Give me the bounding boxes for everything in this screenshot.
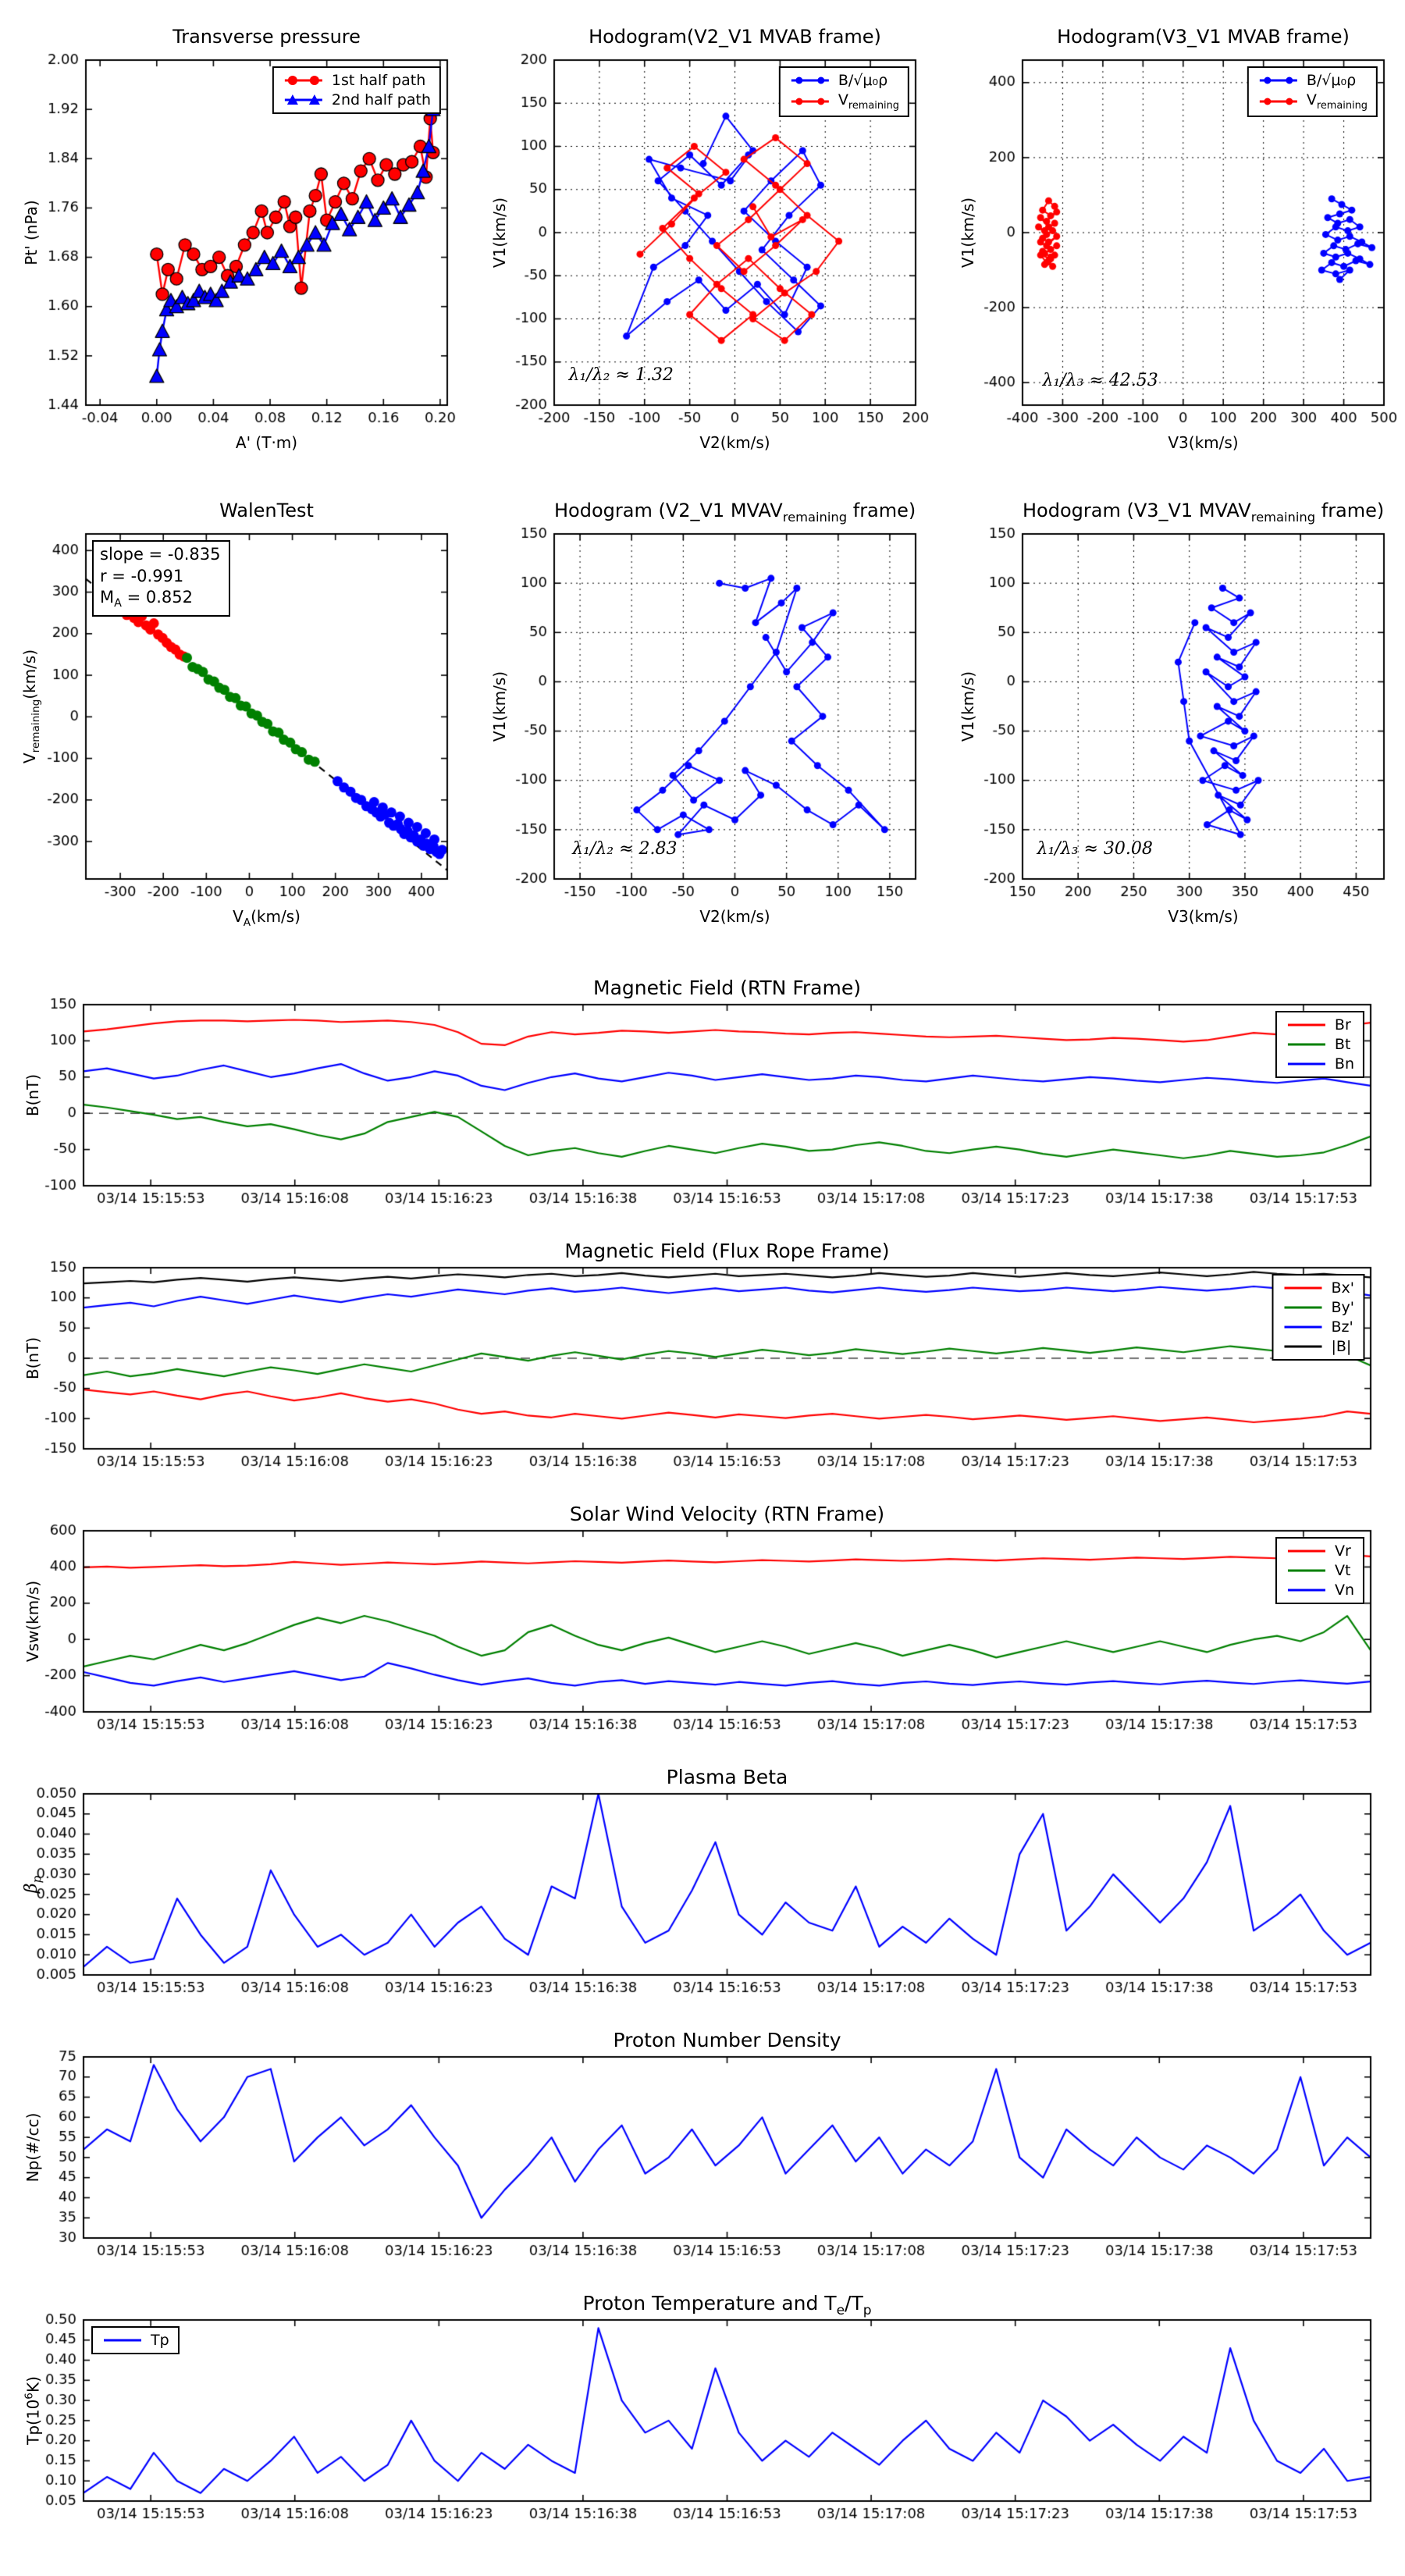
y-axis-label: B(nT)	[23, 1336, 42, 1380]
legend-label: B/√μ₀ρ	[838, 72, 888, 89]
y-axis-label: V1(km/s)	[490, 197, 509, 269]
x-axis-label: A' (T·m)	[235, 433, 298, 452]
legend-label: |B|	[1331, 1338, 1352, 1355]
legend-item	[1282, 1338, 1354, 1355]
panel-title: WalenTest	[219, 500, 314, 521]
legend-swatch-icon	[1286, 1018, 1328, 1032]
legend-swatch-icon	[1282, 1281, 1324, 1295]
legend-label: Vn	[1334, 1582, 1354, 1599]
panel-title: Proton Temperature and $T_e/T_p$	[582, 2292, 872, 2318]
panel-title: Hodogram(V2_V1 MVAB frame)	[589, 26, 881, 48]
legend-label: Bt	[1334, 1036, 1351, 1053]
hodogram-v3v1-mvav-panel	[944, 486, 1401, 948]
walen-fit-stats-box	[92, 540, 230, 617]
eigenvalue-ratio-annotation: λ₁/λ₃ ≈ 42.53	[1042, 370, 1158, 390]
panel-title: Hodogram(V3_V1 MVAB frame)	[1057, 26, 1350, 48]
eigenvalue-ratio-annotation: λ₁/λ₃ ≈ 30.08	[1037, 839, 1153, 859]
proton-temperature-canvas	[9, 2287, 1396, 2546]
panel-title: Plasma Beta	[666, 1766, 788, 1788]
eigenvalue-ratio-annotation: λ₁/λ₂ ≈ 1.32	[568, 365, 674, 386]
legend-swatch-icon	[1282, 1300, 1324, 1315]
legend-swatch-icon	[1282, 1340, 1324, 1354]
legend-label: Vr	[1334, 1542, 1351, 1560]
proton-temperature-panel	[9, 2287, 1396, 2546]
panel-title: Magnetic Field (Flux Rope Frame)	[564, 1240, 890, 1262]
eigenvalue-ratio-annotation: λ₁/λ₂ ≈ 2.83	[572, 839, 678, 859]
proton-density-canvas	[9, 2024, 1396, 2283]
y-axis-label: Np(#/cc)	[23, 2112, 42, 2183]
legend-item	[1286, 1562, 1354, 1579]
legend	[779, 66, 909, 117]
legend-label: Bn	[1334, 1055, 1354, 1073]
panel-title: Solar Wind Velocity (RTN Frame)	[569, 1503, 885, 1525]
legend-label: $V_{remaining}$	[1306, 91, 1368, 112]
legend-swatch-icon	[1286, 1057, 1328, 1071]
legend	[1247, 66, 1378, 117]
panel-title: Transverse pressure	[173, 26, 361, 48]
legend-swatch-icon	[1282, 1320, 1324, 1334]
legend-item	[283, 72, 431, 89]
legend-swatch-icon	[1257, 94, 1300, 109]
y-axis-label: V1(km/s)	[490, 671, 509, 742]
hodogram-v2v1-mvav-panel	[476, 486, 933, 948]
walen-r-value: r = -0.991	[100, 566, 184, 585]
hodogram-v2v1-mvab-panel	[476, 12, 933, 474]
proton-density-panel	[9, 2024, 1396, 2283]
legend-label: Tp	[151, 2332, 169, 2349]
y-axis-label: $V_{remaining}(km/s)$	[20, 649, 42, 764]
magnetic-field-rtn-canvas	[9, 972, 1396, 1231]
legend-item	[789, 91, 899, 112]
legend-item	[1286, 1016, 1354, 1034]
magnetic-field-flux-rope-panel	[9, 1235, 1396, 1494]
legend-item	[1282, 1299, 1354, 1316]
solar-wind-velocity-panel	[9, 1498, 1396, 1757]
panel-title: Hodogram (V2_V1 $MVAV_{remaining}$ frame)	[554, 500, 916, 525]
legend	[91, 2326, 180, 2354]
y-axis-label: V1(km/s)	[959, 671, 977, 742]
legend	[272, 66, 441, 114]
magnetic-field-flux-rope-canvas	[9, 1235, 1396, 1494]
legend-label: Bz'	[1331, 1318, 1353, 1336]
legend-swatch-icon	[1286, 1544, 1328, 1558]
y-axis-label: Vsw(km/s)	[23, 1580, 42, 1663]
x-axis-label: V3(km/s)	[1168, 907, 1239, 926]
legend-item	[101, 2332, 169, 2349]
transverse-pressure-panel	[8, 12, 464, 474]
legend-swatch-icon	[101, 2333, 144, 2347]
panel-title: Hodogram (V3_V1 $MVAV_{remaining}$ frame)	[1023, 500, 1385, 525]
panel-title: Magnetic Field (RTN Frame)	[593, 977, 861, 999]
legend	[1275, 1011, 1364, 1078]
legend-label: Vt	[1334, 1562, 1351, 1579]
legend-swatch-icon	[283, 93, 325, 107]
legend-swatch-icon	[1257, 73, 1300, 87]
walen-slope-value: slope = -0.835	[100, 545, 221, 564]
magnetic-field-rtn-panel	[9, 972, 1396, 1231]
plasma-beta-canvas	[9, 1761, 1396, 2020]
legend-item	[283, 91, 431, 109]
hodogram-v3v1-mvav-canvas	[944, 486, 1401, 948]
legend-swatch-icon	[1286, 1583, 1328, 1597]
walen-test-panel	[8, 486, 464, 948]
legend-label: B/√μ₀ρ	[1306, 72, 1357, 89]
legend-label: Br	[1334, 1016, 1351, 1034]
legend-swatch-icon	[1286, 1037, 1328, 1051]
y-axis-label: V1(km/s)	[959, 197, 977, 269]
legend-label: $V_{remaining}$	[838, 91, 899, 112]
legend-item	[1286, 1036, 1354, 1053]
panel-title: Proton Number Density	[613, 2029, 841, 2051]
x-axis-label: V2(km/s)	[699, 433, 770, 452]
x-axis-label: V2(km/s)	[699, 907, 770, 926]
legend-item	[1282, 1318, 1354, 1336]
legend-swatch-icon	[789, 73, 831, 87]
legend-swatch-icon	[283, 73, 325, 87]
legend-swatch-icon	[1286, 1564, 1328, 1578]
legend-swatch-icon	[789, 94, 831, 109]
y-axis-label: B(nT)	[23, 1073, 42, 1117]
hodogram-v3v1-mvab-panel	[944, 12, 1401, 474]
legend-item	[1286, 1055, 1354, 1073]
legend-label: By'	[1331, 1299, 1354, 1316]
legend-item	[1257, 91, 1368, 112]
solar-wind-velocity-canvas	[9, 1498, 1396, 1757]
x-axis-label: $V_A(km/s)$	[233, 907, 301, 929]
legend-item	[1257, 72, 1368, 89]
y-axis-label: $Tp(10^6K)$	[23, 2376, 43, 2445]
walen-ma-value: $M_A = 0.852$	[100, 588, 193, 610]
legend-label: Bx'	[1331, 1279, 1354, 1297]
hodogram-v2v1-mvav-canvas	[476, 486, 933, 948]
legend-item	[1282, 1279, 1354, 1297]
legend-label: 1st half path	[331, 72, 426, 89]
x-axis-label: V3(km/s)	[1168, 433, 1239, 452]
y-axis-label: $\beta_p$	[21, 1875, 44, 1894]
legend-item	[789, 72, 899, 89]
legend-label: 2nd half path	[331, 91, 431, 109]
legend-item	[1286, 1542, 1354, 1560]
y-axis-label: Pt' (nPa)	[22, 200, 41, 265]
legend	[1275, 1537, 1364, 1604]
legend	[1272, 1274, 1364, 1361]
legend-item	[1286, 1582, 1354, 1599]
plasma-beta-panel	[9, 1761, 1396, 2020]
walen-test-canvas	[8, 486, 464, 948]
